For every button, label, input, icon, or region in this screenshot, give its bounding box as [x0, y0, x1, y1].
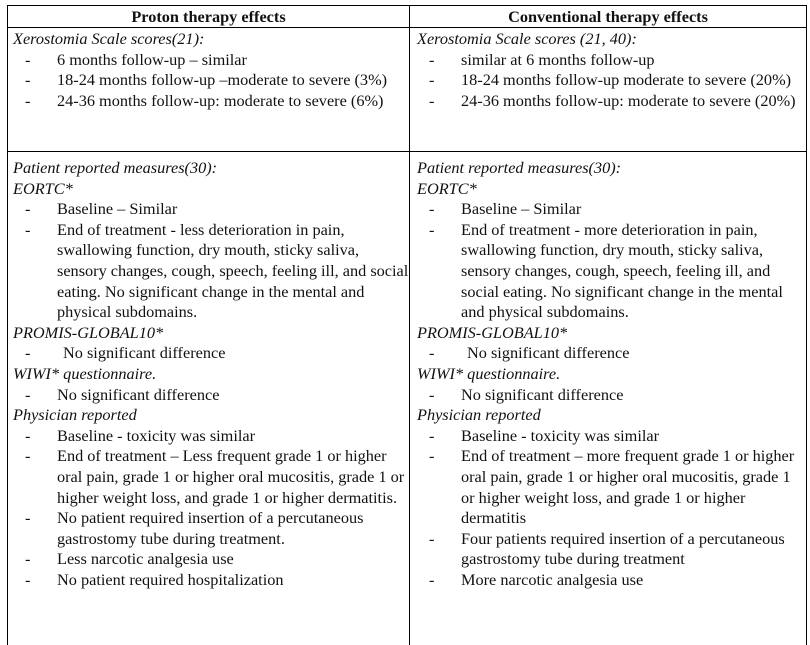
bullet-dash-icon: -	[25, 199, 31, 219]
bullet-dash-icon: -	[429, 70, 435, 90]
bullet-dash-icon: -	[429, 49, 435, 69]
bullet-dash-icon: -	[25, 70, 31, 90]
subsection-heading: PROMIS-GLOBAL10*	[417, 322, 568, 342]
bullet-dash-icon: -	[429, 569, 435, 589]
list-item: - End of treatment – more frequent grade 1 or higher oral pain, grade 1 or higher oral mucositis, grade 1 or higher weight loss, and grade 1 or higher dermatitis	[429, 446, 795, 528]
subsection-heading: WIWI* questionnaire.	[417, 363, 561, 383]
list-item: - End of treatment - less deterioration in pain, swallowing function, dry mouth, sticky saliva, sensory changes, cough, speech, feeling ill, and social eating. No significant change in the mental and physical subdomains.	[25, 219, 409, 322]
conventional-xerostomia-section	[417, 29, 803, 111]
proton-xerostomia-section	[13, 29, 409, 111]
bullet-dash-icon: -	[25, 425, 31, 445]
subsection-heading: WIWI* questionnaire.	[13, 363, 157, 383]
list-item: - similar at 6 months follow-up	[429, 49, 655, 69]
table-border-left	[7, 5, 8, 645]
header-proton: Proton therapy effects	[131, 7, 286, 26]
header-conventional: Conventional therapy effects	[508, 7, 708, 26]
list-item: - Baseline - toxicity was similar	[25, 425, 256, 445]
subsection-heading: Physician reported	[417, 405, 541, 425]
bullet-dash-icon: -	[25, 343, 31, 363]
list-item: - 24-36 months follow-up: moderate to severe (20%)	[429, 90, 796, 110]
list-item: - 18-24 months follow-up –moderate to severe (3%)	[25, 70, 388, 90]
list-item: - No significant difference	[25, 343, 226, 363]
list-item: - Less narcotic analgesia use	[25, 549, 234, 569]
header-divider	[7, 27, 807, 28]
bullet-dash-icon: -	[429, 343, 435, 363]
bullet-dash-icon: -	[25, 219, 31, 239]
subsection-heading: Physician reported	[13, 405, 137, 425]
table-border-right	[806, 5, 807, 645]
comparison-table	[7, 5, 807, 645]
bullet-dash-icon: -	[25, 549, 31, 569]
bullet-dash-icon: -	[429, 90, 435, 110]
list-item: - No patient required hospitalization	[25, 569, 284, 589]
bullet-dash-icon: -	[25, 384, 31, 404]
subsection-heading: EORTC*	[417, 178, 477, 198]
list-item: - 6 months follow-up – similar	[25, 49, 247, 69]
section-heading: Patient reported measures(30):	[417, 158, 622, 177]
list-item: - Baseline – Similar	[429, 199, 582, 219]
bullet-dash-icon: -	[429, 199, 435, 219]
list-item: - No patient required insertion of a percutaneous gastrostomy tube during treatment.	[25, 508, 364, 548]
list-item: - No significant difference	[429, 384, 624, 404]
list-item: - Four patients required insertion of a percutaneous gastrostomy tube during treatment	[429, 528, 785, 569]
section-heading: Xerostomia Scale scores(21):	[13, 29, 205, 48]
bullet-dash-icon: -	[25, 446, 31, 466]
list-item: - 18-24 months follow-up moderate to severe (20%)	[429, 70, 792, 90]
list-item: - No significant difference	[25, 384, 220, 404]
subsection-heading: EORTC*	[13, 178, 73, 198]
bullet-dash-icon: -	[25, 49, 31, 69]
list-item: - End of treatment – Less frequent grade 1 or higher oral pain, grade 1 or higher oral mucositis, grade 1 or higher weight loss, and grade 1 or higher dermatitis.	[25, 446, 405, 507]
bullet-dash-icon: -	[429, 446, 435, 466]
subsection-heading: PROMIS-GLOBAL10*	[13, 322, 164, 342]
section-heading: Xerostomia Scale scores (21, 40):	[417, 29, 637, 48]
section-heading: Patient reported measures(30):	[13, 158, 218, 177]
bullet-dash-icon: -	[429, 219, 435, 239]
list-item: - End of treatment - more deterioration in pain, swallowing function, dry mouth, sticky saliva, sensory changes, cough, speech, feeling ill, and social eating. No significant change in the mental and physical subdomains.	[429, 219, 783, 322]
list-item: - Baseline - toxicity was similar	[429, 425, 660, 445]
proton-patient-section	[13, 158, 409, 590]
bullet-dash-icon: -	[429, 384, 435, 404]
list-item: - More narcotic analgesia use	[429, 569, 644, 589]
row-divider	[7, 151, 807, 152]
list-item: - No significant difference	[429, 343, 630, 363]
column-divider	[409, 5, 410, 645]
list-item: - Baseline – Similar	[25, 199, 178, 219]
bullet-dash-icon: -	[25, 508, 31, 528]
bullet-dash-icon: -	[429, 425, 435, 445]
bullet-dash-icon: -	[25, 569, 31, 589]
conventional-patient-section	[417, 158, 803, 590]
bullet-dash-icon: -	[25, 90, 31, 110]
bullet-dash-icon: -	[429, 528, 435, 548]
list-item: - 24-36 months follow-up: moderate to severe (6%)	[25, 90, 384, 110]
